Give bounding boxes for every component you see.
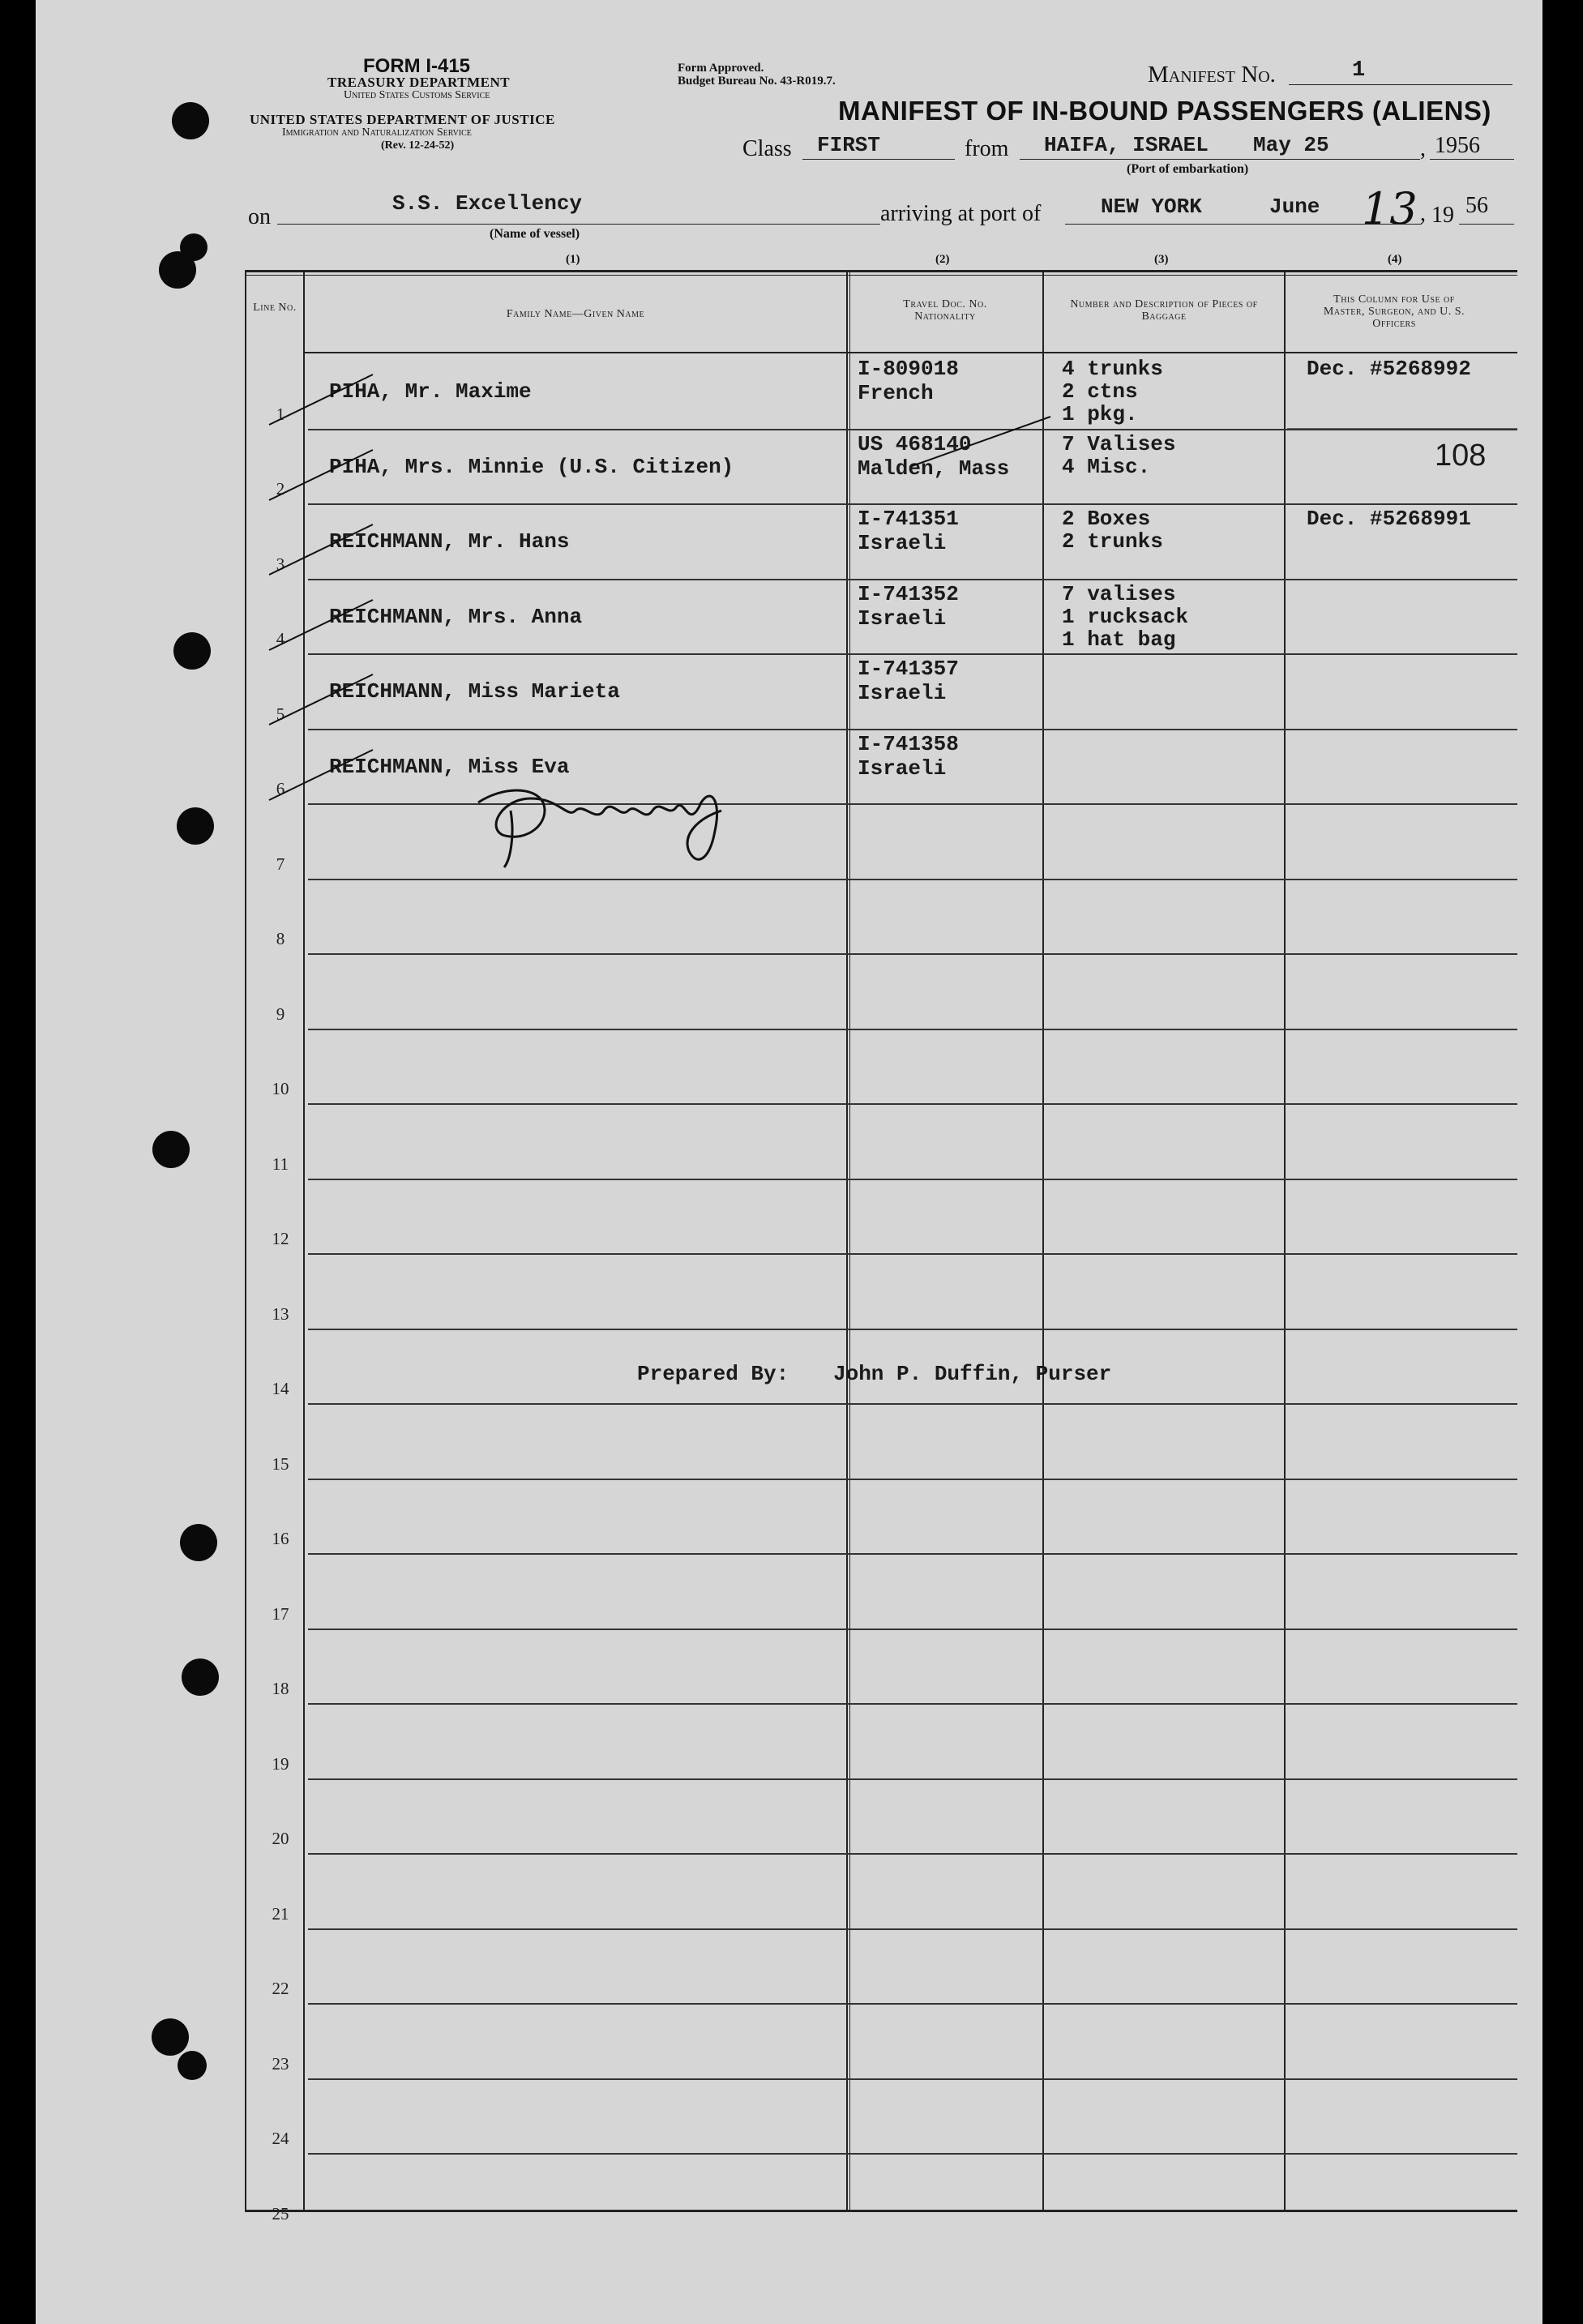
- row-line: [308, 653, 1517, 655]
- punch-hole: [182, 1658, 219, 1696]
- col-num-1: (1): [566, 253, 580, 266]
- class-label: Class: [742, 136, 792, 161]
- line-number: 24: [272, 2129, 289, 2148]
- punch-hole: [180, 1524, 217, 1561]
- from-line: [1020, 159, 1420, 160]
- row-line: [308, 1853, 1517, 1855]
- table-top-border-2: [245, 275, 1517, 276]
- row-line: [308, 1629, 1517, 1630]
- passenger-name: REICHMANN, Miss Marieta: [329, 679, 620, 704]
- table-top-border: [245, 270, 1517, 272]
- line-number: 19: [272, 1754, 289, 1774]
- row-line: [308, 2078, 1517, 2080]
- punch-hole: [173, 632, 211, 670]
- row-line: [308, 579, 1517, 580]
- officer-note: Dec. #5268991: [1307, 507, 1471, 531]
- row-line: [308, 1253, 1517, 1255]
- col-divider-officers: [1284, 270, 1286, 2211]
- arrival-year-line: [1459, 224, 1514, 225]
- line-number: 18: [272, 1679, 289, 1698]
- col-divider-baggage: [1042, 270, 1044, 2211]
- table-left-border: [245, 270, 246, 2211]
- line-number: 9: [276, 1004, 285, 1024]
- header-name: Family Name—Given Name: [506, 308, 645, 320]
- passenger-name: PIHA, Mr. Maxime: [329, 379, 532, 404]
- depart-year-line: [1430, 159, 1514, 160]
- line-number: 22: [272, 1979, 289, 1998]
- row-line: [308, 1778, 1517, 1780]
- nationality: Israeli: [858, 681, 947, 705]
- punch-hole: [152, 1131, 190, 1168]
- passenger-name: PIHA, Mrs. Minnie (U.S. Citizen): [329, 455, 734, 479]
- row-line: [308, 1179, 1517, 1180]
- form-number: FORM I-415: [363, 55, 471, 77]
- line-number: 10: [272, 1079, 289, 1098]
- check-mark: [267, 370, 381, 426]
- header-bottom-line: [303, 352, 1517, 353]
- line-number: 13: [272, 1304, 289, 1324]
- baggage-line-1: 4 trunks: [1062, 357, 1163, 381]
- arrival-year: 56: [1465, 193, 1488, 218]
- col-num-2: (2): [935, 253, 950, 266]
- dept-treasury-sub: United States Customs Service: [344, 89, 490, 101]
- row-line: [308, 1329, 1517, 1330]
- dept-treasury: TREASURY DEPARTMENT: [327, 75, 511, 90]
- punch-hole: [172, 102, 209, 139]
- manifest-no-line: [1289, 84, 1512, 85]
- row-line: [308, 1029, 1517, 1030]
- from-label: from: [965, 136, 1009, 161]
- travel-doc-no: I-741357: [858, 657, 959, 681]
- nationality: Israeli: [858, 756, 947, 781]
- check-mark: [267, 445, 381, 502]
- line-number: 14: [272, 1379, 289, 1398]
- line-number: 11: [272, 1154, 289, 1174]
- line-number: 6: [276, 779, 285, 798]
- row-line: [308, 879, 1517, 880]
- passenger-name: REICHMANN, Miss Eva: [329, 755, 570, 779]
- depart-date: May 25: [1253, 133, 1329, 157]
- nationality: Malden, Mass: [858, 456, 1010, 481]
- depart-year: 1956: [1435, 133, 1480, 158]
- line-number: 4: [276, 629, 285, 648]
- budget-bureau: Budget Bureau No. 43-R019.7.: [678, 75, 836, 88]
- arrival-month: June: [1269, 195, 1320, 219]
- port-caption: (Port of embarkation): [1127, 162, 1249, 176]
- travel-doc-no: I-809018: [858, 357, 959, 381]
- arrival-year-sep: ,: [1420, 201, 1426, 226]
- from-value: HAIFA, ISRAEL: [1044, 133, 1209, 157]
- baggage-line-3: 1 pkg.: [1062, 402, 1138, 426]
- baggage-line-2: 2 ctns: [1062, 379, 1138, 404]
- travel-doc-no: I-741352: [858, 582, 959, 606]
- manifest-no-value: 1: [1352, 58, 1366, 83]
- header-officers: This Column for Use of Master, Surgeon, and U. S. Officers: [1323, 293, 1465, 330]
- baggage-line-1: 2 Boxes: [1062, 507, 1151, 531]
- class-value: FIRST: [817, 133, 881, 157]
- manifest-title: MANIFEST OF IN-BOUND PASSENGERS (ALIENS): [838, 96, 1491, 126]
- officer-note: 108: [1435, 439, 1487, 473]
- line-number: 3: [276, 554, 285, 574]
- check-mark: [267, 670, 381, 726]
- row-line: [308, 2153, 1517, 2155]
- line-number: 20: [272, 1829, 289, 1848]
- line-number: 16: [272, 1529, 289, 1548]
- line-number: 2: [276, 479, 285, 499]
- row-line: [308, 729, 1517, 730]
- punch-hole: [152, 2018, 189, 2056]
- row-line: [308, 1703, 1517, 1705]
- line-number: 15: [272, 1454, 289, 1474]
- header-line-no: Line No.: [253, 302, 297, 314]
- depart-year-comma: ,: [1420, 136, 1426, 161]
- baggage-line-2: 4 Misc.: [1062, 455, 1151, 479]
- nationality: Israeli: [858, 531, 947, 555]
- vessel-line: [277, 224, 880, 225]
- prepared-by-label: Prepared By:: [637, 1362, 789, 1386]
- header-travel-doc: Travel Doc. No. Nationality: [903, 298, 987, 323]
- arrival-year-prefix: 19: [1431, 203, 1454, 228]
- nationality: Israeli: [858, 606, 947, 631]
- arrival-day: 13: [1362, 183, 1418, 234]
- prepared-by-name: John P. Duffin, Purser: [833, 1362, 1112, 1386]
- on-label: on: [248, 204, 271, 229]
- row-line: [308, 1928, 1517, 1930]
- row-line: [308, 1479, 1517, 1480]
- strike-mark: [908, 413, 1054, 470]
- passenger-name: REICHMANN, Mr. Hans: [329, 529, 570, 554]
- vessel-name: S.S. Excellency: [392, 191, 583, 216]
- row-line: [308, 1553, 1517, 1555]
- row-line: [308, 1403, 1517, 1405]
- manifest-no-label: Manifest No.: [1148, 62, 1276, 88]
- header-baggage: Number and Description of Pieces of Baggage: [1070, 298, 1258, 323]
- punch-hole: [177, 807, 214, 845]
- nationality: French: [858, 381, 934, 405]
- form-approved: Form Approved.: [678, 62, 764, 75]
- col-divider-doc: [846, 270, 848, 2211]
- row-line: [308, 2003, 1517, 2005]
- line-number: 12: [272, 1229, 289, 1248]
- punch-hole: [178, 2051, 207, 2080]
- line-number: 8: [276, 929, 285, 948]
- line-number: 1: [276, 404, 285, 424]
- vessel-caption: (Name of vessel): [490, 227, 580, 241]
- check-mark: [267, 595, 381, 652]
- check-mark: [267, 745, 381, 802]
- col-divider-doc-2: [849, 270, 850, 2211]
- col-num-4: (4): [1388, 253, 1402, 266]
- dept-justice-sub: Immigration and Naturalization Service: [282, 126, 472, 139]
- form-revision: (Rev. 12-24-52): [381, 139, 455, 152]
- line-number: 5: [276, 704, 285, 724]
- row-line: [308, 1103, 1517, 1105]
- travel-doc-no: I-741351: [858, 507, 959, 531]
- baggage-line-1: 7 Valises: [1062, 432, 1176, 456]
- row-line: [308, 953, 1517, 955]
- signature: [454, 754, 738, 875]
- passenger-name: REICHMANN, Mrs. Anna: [329, 605, 583, 629]
- travel-doc-no: I-741358: [858, 732, 959, 756]
- col-num-3: (3): [1154, 253, 1169, 266]
- baggage-line-3: 1 hat bag: [1062, 627, 1176, 652]
- class-line: [802, 159, 955, 160]
- arriving-label: arriving at port of: [880, 201, 1042, 226]
- line-number: 23: [272, 2054, 289, 2074]
- row-line: [308, 503, 1517, 505]
- arrival-port: NEW YORK: [1101, 195, 1202, 219]
- travel-doc-no: US 468140: [858, 432, 972, 456]
- line-number: 21: [272, 1904, 289, 1924]
- line-number: 17: [272, 1604, 289, 1624]
- officer-divider-1: [1287, 428, 1517, 429]
- baggage-line-1: 7 valises: [1062, 582, 1176, 606]
- baggage-line-2: 1 rucksack: [1062, 605, 1189, 629]
- punch-hole: [180, 233, 208, 261]
- line-number: 7: [276, 854, 285, 874]
- check-mark: [267, 520, 381, 576]
- dept-justice: UNITED STATES DEPARTMENT OF JUSTICE: [250, 112, 555, 127]
- officer-note: Dec. #5268992: [1307, 357, 1471, 381]
- baggage-line-2: 2 trunks: [1062, 529, 1163, 554]
- table-bottom-border: [245, 2210, 1517, 2212]
- line-number: 25: [272, 2204, 289, 2223]
